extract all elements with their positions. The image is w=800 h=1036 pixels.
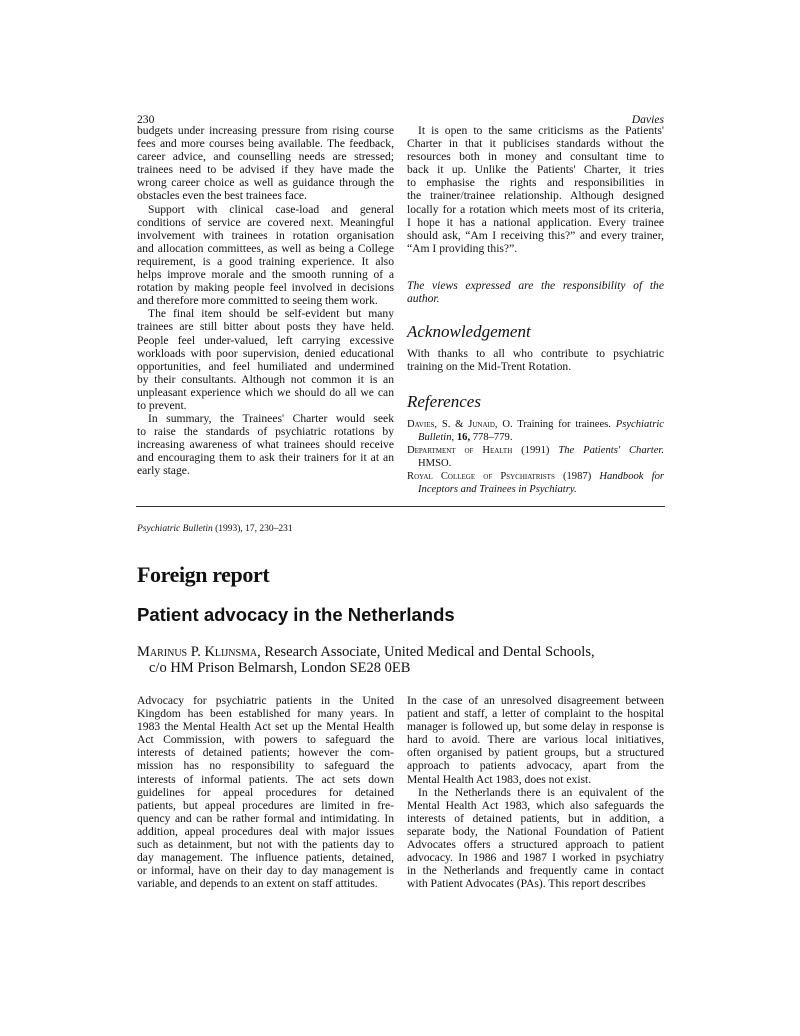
text-line: [137, 694, 394, 707]
text-segment: opportunities, and feel humiliated and undermined: [137, 359, 394, 373]
text-line: [407, 746, 664, 759]
paragraph: [407, 279, 664, 305]
text-segment: “Am I providing this?”.: [407, 241, 518, 255]
text-line: [407, 360, 664, 373]
text-segment: back it up. Unlike the Patients' Charter, it tries: [407, 163, 664, 177]
text-line: [137, 773, 394, 786]
text-line: [137, 294, 394, 307]
text-segment: advocacy. In 1986 and 1987 I worked in psychiatry: [407, 851, 664, 865]
references-list: [407, 418, 664, 497]
text-line: [137, 438, 394, 451]
text-line: [137, 464, 394, 477]
text-segment: mission has no responsibility to safeguard the: [137, 759, 394, 773]
text-segment: fees and more courses being available. The feedback,: [137, 137, 394, 151]
text-segment: in the Netherlands and frequently came in contact: [407, 864, 664, 878]
text-segment: approach to patients advocacy, apart from the: [407, 759, 664, 773]
author-name: Marinus P. Klijnsma: [137, 644, 258, 660]
text-segment: obstacles even the best trainees face.: [137, 189, 307, 203]
text-line: [407, 216, 664, 229]
right-column-body: [407, 694, 664, 890]
text-segment: In summary, the Trainees' Charter would seek: [148, 412, 394, 426]
text-line: [407, 786, 664, 799]
paragraph: [137, 694, 394, 890]
text-segment: to emphasise the rights and responsibilities in: [407, 176, 664, 190]
author-affiliation: [137, 644, 595, 676]
text-segment: wrong career choice as well as guidance through the: [137, 176, 394, 190]
paragraph: [137, 307, 394, 412]
text-segment: HMSO.: [418, 458, 452, 470]
text-segment: Support with clinical case-load and general: [148, 202, 394, 216]
text-segment: Mental Health Act 1983, does not exist.: [407, 772, 592, 786]
text-segment: to raise the standards of psychiatric rotations by: [137, 425, 394, 439]
text-line: [407, 851, 664, 864]
text-line: [137, 203, 394, 216]
text-line: [137, 320, 394, 333]
text-segment: such as detainment, but not with the patients day to: [137, 838, 394, 852]
text-segment: interests of detained patients; however the com-: [137, 746, 394, 760]
text-line: [407, 720, 664, 733]
paragraph: [407, 694, 664, 786]
text-segment: should ask, “Am I receiving this?” and every trainer,: [407, 228, 664, 242]
text-line: [137, 864, 394, 877]
left-column-top: [137, 124, 394, 478]
text-segment: locally for a rotation which meets most of its criteria,: [407, 202, 664, 216]
text-line: [137, 347, 394, 360]
text-line: [407, 203, 664, 216]
text-segment: manager is followed up, but some delay in response is: [407, 720, 664, 734]
text-line: [407, 229, 664, 242]
text-segment: career advice, and counselling needs are stressed;: [137, 150, 394, 164]
text-line: [137, 189, 394, 202]
text-line: [407, 877, 664, 890]
text-segment: Davies, S. & Junaid, O.: [407, 419, 513, 430]
text-line: [137, 334, 394, 347]
page-number: 230: [137, 113, 155, 126]
text-line: [137, 268, 394, 281]
text-segment: requirement, is a good training experience. It also: [137, 254, 394, 268]
text-segment: variable, and depends to an extent on staff attitudes.: [137, 877, 378, 891]
text-segment: Bulletin: [418, 432, 452, 444]
text-line: [137, 720, 394, 733]
text-segment: with Patient Advocates (PAs). This report describes: [407, 877, 646, 891]
text-segment: trainees need to be advised if they have made the: [137, 163, 394, 177]
text-line: [407, 483, 664, 496]
text-segment: interests of informal patients. The act sets down: [137, 772, 394, 786]
text-line: [407, 799, 664, 812]
citation-journal: Psychiatric Bulletin: [137, 524, 213, 534]
text-segment: In the Netherlands there is an equivalent of the: [418, 785, 664, 799]
text-segment: budgets under increasing pressure from rising course: [137, 124, 394, 137]
text-segment: author.: [407, 292, 440, 306]
text-segment: Mental Health Act 1983, which also safeguards the: [407, 798, 664, 812]
text-segment: Inceptors and Trainees in Psychiatry.: [418, 484, 577, 496]
text-line: [137, 229, 394, 242]
text-line: [407, 773, 664, 786]
text-segment: and allocation committees, as well as being a College: [137, 241, 394, 255]
citation: [137, 524, 293, 534]
author-affiliation-line1: , Research Associate, United Medical and Dental Schools,: [257, 644, 595, 660]
author-address: c/o HM Prison Belmarsh, London SE28 0EB: [149, 660, 411, 676]
text-line: [137, 281, 394, 294]
text-segment: rotation by making people feel involved in decisions: [137, 281, 394, 295]
text-segment: With thanks to all who contribute to psychiatric: [407, 347, 664, 360]
text-segment: Handbook for: [599, 471, 664, 483]
text-segment: often organised by patient groups, but a structured: [407, 746, 664, 760]
text-segment: by their consultants. Although not common it is an: [137, 372, 394, 386]
text-line: [137, 759, 394, 772]
text-line: [407, 279, 664, 292]
text-line: [407, 444, 664, 457]
text-line: [137, 137, 394, 150]
text-line: [137, 373, 394, 386]
left-column-body: [137, 694, 394, 890]
text-segment: separate body, the National Foundation of Patient: [407, 824, 664, 838]
text-segment: Act Commission, with powers to safeguard the: [137, 733, 394, 747]
text-line: [137, 825, 394, 838]
text-segment: interests of detained patients, but in addition, a: [407, 811, 664, 825]
text-segment: The views expressed are the responsibility of the: [407, 279, 664, 292]
text-line: [137, 425, 394, 438]
text-segment: Department of Health: [407, 445, 513, 457]
text-line: [407, 137, 664, 150]
text-segment: and encouraging them to ask their trainers for it at an: [137, 451, 394, 465]
text-segment: Kingdom has been established for many years. In: [137, 707, 394, 721]
text-segment: In the case of an unresolved disagreement between: [407, 694, 664, 707]
acknowledgement-heading: Acknowledgement: [407, 322, 531, 341]
text-segment: People feel under-valued, left carrying excessive: [137, 333, 394, 347]
text-segment: or informal, have on their day to day management is: [137, 864, 394, 878]
text-line: [407, 242, 664, 255]
text-line: [407, 347, 664, 360]
text-segment: addition, appeal procedures deal with major issues: [137, 824, 394, 838]
text-line: [137, 733, 394, 746]
text-segment: trainees are still bitter about posts they have held.: [137, 320, 394, 334]
text-line: [137, 451, 394, 464]
text-line: [407, 707, 664, 720]
text-line: [407, 470, 664, 483]
text-line: [137, 242, 394, 255]
text-segment: the trainer/trainee relationship. Although designed: [407, 189, 664, 203]
text-line: [137, 412, 394, 425]
text-segment: training on the Mid-Trent Rotation.: [407, 360, 572, 374]
paragraph: [407, 347, 664, 373]
text-segment: patients, but appeal procedures are limited in fre-: [137, 798, 394, 812]
text-line: [407, 825, 664, 838]
text-line: [407, 150, 664, 163]
text-line: [407, 292, 664, 305]
text-segment: It is open to the same criticisms as the Patients': [418, 124, 664, 137]
text-segment: Royal College of Psychiatrists: [407, 471, 555, 483]
paragraph: [137, 412, 394, 477]
text-line: [137, 399, 394, 412]
text-segment: Charter in that it publicises standards without the: [407, 137, 664, 151]
text-segment: quency and can be rather formal and intimidating. In: [137, 811, 394, 825]
text-line: [137, 124, 394, 137]
text-segment: increasing awareness of what trainees should receive: [137, 438, 394, 452]
text-segment: (1987): [554, 471, 600, 483]
text-line: [137, 307, 394, 320]
text-segment: ,: [451, 432, 457, 444]
section-divider: [136, 506, 665, 507]
citation-details: (1993), 17, 230–231: [212, 524, 293, 534]
text-segment: guidelines for appeal procedures for detained: [137, 785, 394, 799]
text-segment: Advocacy for psychiatric patients in the United: [137, 694, 394, 707]
text-line: [407, 124, 664, 137]
text-segment: (1991): [512, 445, 559, 457]
acknowledgement-body: [407, 347, 664, 373]
text-line: [407, 759, 664, 772]
text-segment: 16,: [456, 432, 471, 444]
text-segment: The Patients' Charter.: [558, 445, 664, 457]
references-heading: References: [407, 392, 481, 411]
text-line: [407, 431, 664, 444]
text-line: [137, 360, 394, 373]
paragraph: [407, 786, 664, 891]
text-line: [137, 386, 394, 399]
paragraph: [137, 203, 394, 308]
text-line: [137, 851, 394, 864]
text-line: [407, 694, 664, 707]
text-segment: helps improve morale and the smooth running of a: [137, 268, 394, 282]
text-segment: involvement with trainees in rotation organisation: [137, 228, 394, 242]
text-segment: Psychiatric: [615, 419, 664, 430]
paragraph: [407, 124, 664, 255]
paragraph: [407, 444, 664, 470]
text-segment: to prevent.: [137, 398, 187, 412]
disclaimer: [407, 279, 664, 305]
text-segment: The final item should be self-evident but many: [148, 307, 394, 321]
text-line: [407, 457, 664, 470]
text-line: [137, 150, 394, 163]
paragraph: [407, 470, 664, 496]
text-line: [407, 733, 664, 746]
text-line: [407, 838, 664, 851]
article-title: Patient advocacy in the Netherlands: [137, 604, 455, 625]
text-line: [407, 189, 664, 202]
text-segment: day management. The influence patients, detained,: [137, 851, 394, 865]
text-segment: conditions of service are covered next. Meaningful: [137, 215, 394, 229]
text-line: [407, 418, 664, 431]
text-line: [407, 163, 664, 176]
paragraph: [137, 124, 394, 203]
text-line: [137, 812, 394, 825]
right-column-top: [407, 124, 664, 255]
text-line: [407, 176, 664, 189]
text-segment: Advocates offers a structured approach to patient: [407, 838, 664, 852]
paragraph: [407, 418, 664, 444]
text-segment: I hope it has a national application. Every trainee: [407, 215, 664, 229]
text-line: [137, 163, 394, 176]
text-line: [137, 216, 394, 229]
text-segment: workloads with poor supervision, denied educational: [137, 346, 394, 360]
running-head: Davies: [631, 113, 664, 126]
text-line: [407, 812, 664, 825]
text-line: [137, 786, 394, 799]
text-line: [137, 746, 394, 759]
text-line: [137, 838, 394, 851]
text-segment: hard to avoid. There are various local initiatives,: [407, 733, 664, 747]
text-segment: Training for trainees.: [512, 419, 616, 430]
text-line: [137, 707, 394, 720]
section-title: Foreign report: [137, 562, 270, 587]
text-segment: early stage.: [137, 464, 190, 478]
text-line: [137, 799, 394, 812]
text-segment: patient and staff, a letter of complaint to the hospital: [407, 707, 664, 721]
text-line: [407, 864, 664, 877]
text-line: [137, 255, 394, 268]
text-line: [137, 877, 394, 890]
text-segment: resources both in money and consultant time to: [407, 150, 664, 164]
text-segment: and therefore more committed to seeing them work.: [137, 294, 378, 308]
text-line: [137, 176, 394, 189]
text-segment: 1983 the Mental Health Act set up the Mental Health: [137, 720, 394, 734]
text-segment: unpleasant experience which we should do all we can: [137, 385, 394, 399]
text-segment: 778–779.: [470, 432, 513, 444]
